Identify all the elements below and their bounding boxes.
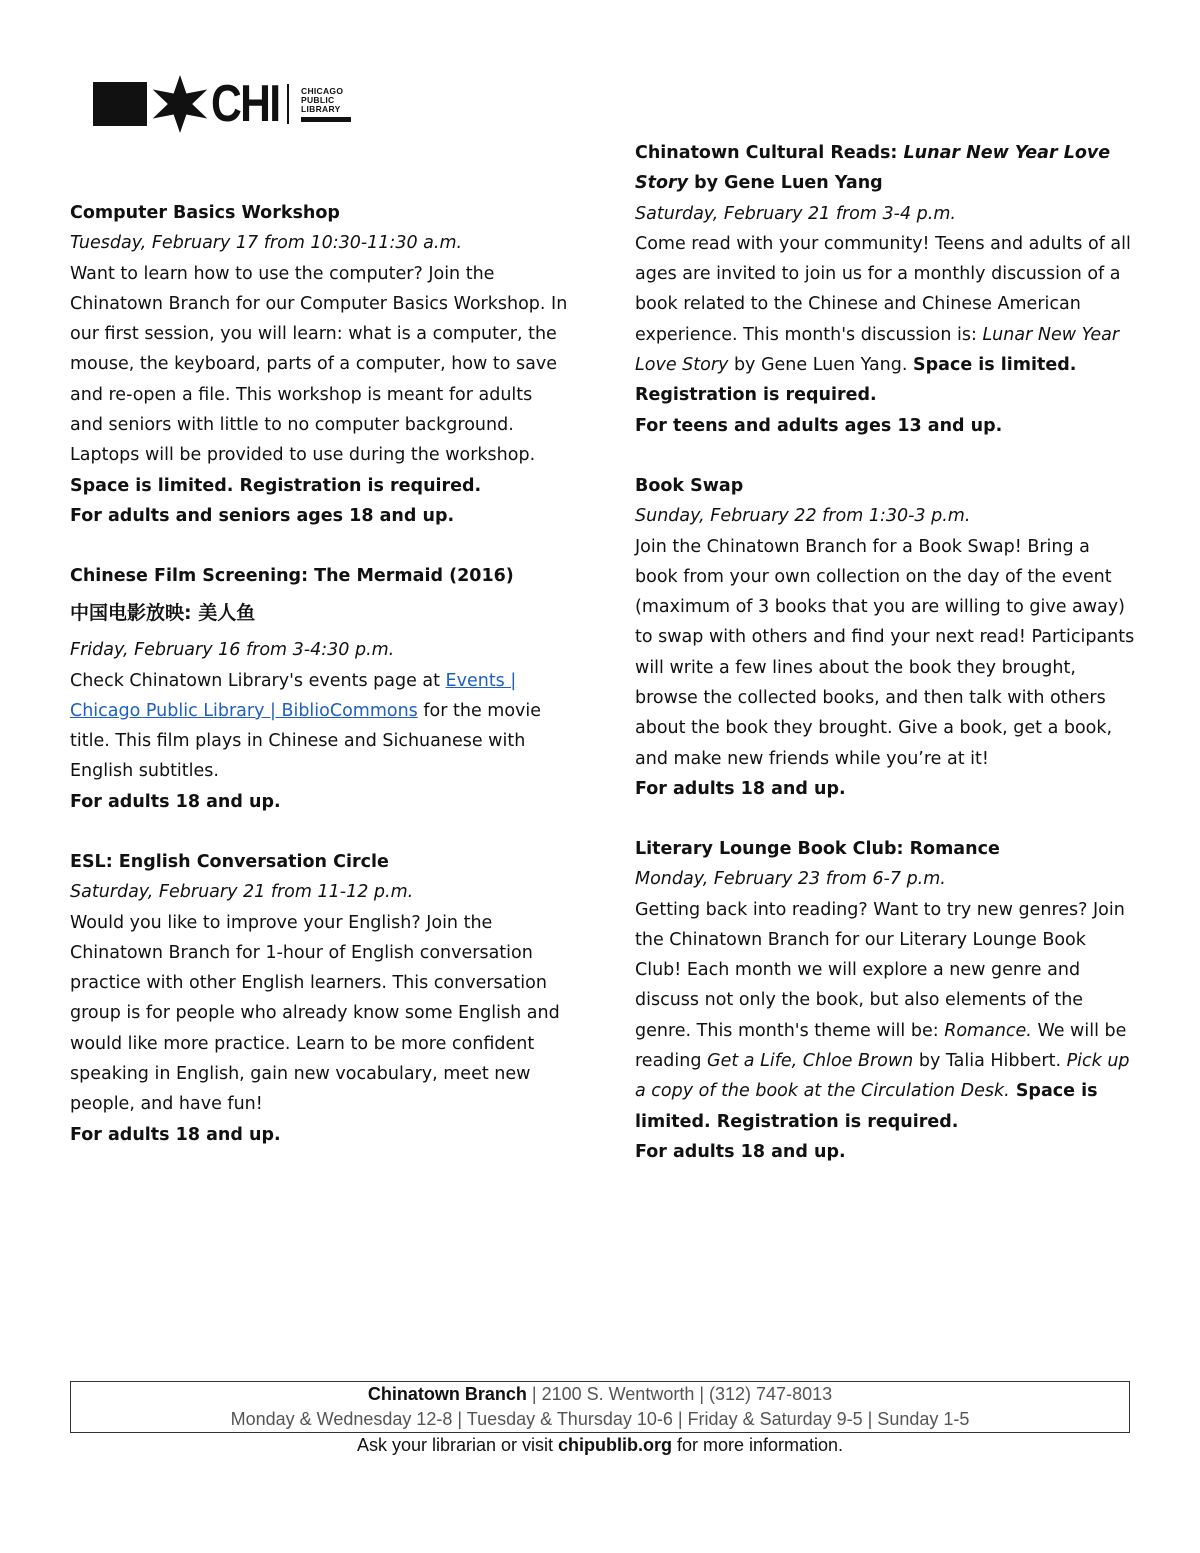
event-film-screening [70,561,570,817]
event-body: Come read with your community! Teens and adults of all ages are invited to join us for a monthly discussion of a book related to the Chinese and Chinese American experience. This month's discussion is: [635,233,1131,345]
event-date: Saturday, February 21 from 11-12 p.m. [70,882,414,903]
event-date: Saturday, February 21 from 3-4 p.m. [635,203,956,224]
logo-line-1: CHICAGO [301,85,344,96]
event-esl-conversation [70,847,570,1150]
event-body-book: Lunar New Year Love Story [635,324,1120,376]
events-page-link[interactable]: Events | Chicago Public Library | BiblioCommons [70,670,517,721]
event-audience: For adults 18 and up. [635,1141,846,1162]
event-title: Literary Lounge Book Club: Romance [635,839,1000,859]
event-pickup-note: Pick up a copy of the book at the Circulation Desk. [635,1051,1130,1102]
logo-line-3: LIBRARY [301,103,341,114]
event-description [635,895,1135,1137]
event-body: Want to learn how to use the computer? Join the Chinatown Branch for our Computer Basics Workshop. In our first session, you will learn: what is a computer, the mouse, the keyboard, parts of a computer, how to save and re-open a file. This workshop is meant for adults and seniors with little to no computer background. Laptops will be provided to use during the workshop. [70,263,568,466]
event-book: Get a Life, Chloe Brown [707,1051,914,1072]
event-title-author: by Gene Luen Yang [688,173,883,194]
event-audience: For teens and adults ages 13 and up. [635,415,1003,436]
event-body: Getting back into reading? Want to try new genres? Join the Chinatown Branch for our Literary Lounge Book Club! Each month we will explore a new genre and discuss not only the book, but also elements of the genre. This month's theme will be: [635,899,1125,1041]
logo-wordmark: CHI [211,75,280,133]
branch-info-box [70,1381,1130,1433]
event-body-3: by Talia Hibbert. [913,1051,1067,1072]
event-literary-lounge [635,834,1135,1167]
event-book-swap [635,471,1135,804]
event-date: Friday, February 16 from 3-4:30 p.m. [70,640,395,661]
event-description [70,259,570,501]
event-audience: For adults 18 and up. [635,778,846,799]
event-title: ESL: English Conversation Circle [70,852,389,872]
event-body-before: Check Chinatown Library's events page at [70,670,446,691]
event-body: Join the Chinatown Branch for a Book Swap! Bring a book from your own collection on the day of the event (maximum of 3 books that you are willing to give away) to swap with others and find your next read! Participants will write a few lines about the book they brought, browse the collected books, and then talk with others about the book they brought. Give a book, get a book, and make new friends while you’re at it! [635,536,1135,769]
footer-note [0,1433,1200,1458]
event-date: Monday, February 23 from 6-7 p.m. [635,869,946,890]
event-body-2: We will be reading [635,1020,1127,1072]
event-body: Would you like to improve your English? Join the Chinatown Branch for 1-hour of English conversation practice with other English learners. This conversation group is for people who already know some English and would like more practice. Learn to be more confident speaking in English, gain new vocabulary, meet new people, and have fun! [70,912,560,1115]
event-title: Computer Basics Workshop [70,203,340,223]
logo-bar [301,117,351,122]
footer-website: chipublib.org [558,1435,672,1455]
logo-divider [287,84,289,124]
event-title: Book Swap [635,476,744,496]
logo-line-2: PUBLIC [301,94,335,105]
event-description [70,666,570,787]
registration-note: Space is limited. Registration is required. [635,355,1077,406]
event-theme: Romance. [944,1020,1032,1041]
library-logo [93,72,351,136]
footer-ask: Ask your librarian or visit [356,1435,558,1455]
event-date: Sunday, February 22 from 1:30-3 p.m. [635,506,971,527]
event-title [635,138,1135,199]
event-title-prefix: Chinatown Cultural Reads: [635,143,904,163]
registration-note: Space is limited. Registration is required. [635,1081,1098,1132]
event-audience: For adults 18 and up. [70,791,281,812]
event-cultural-reads [635,138,1135,441]
event-computer-basics [70,198,570,531]
event-title-chinese: 中国电影放映: 美人鱼 [70,602,256,625]
event-date: Tuesday, February 17 from 10:30-11:30 a.m. [70,233,463,254]
footer-more-info: for more information. [672,1435,844,1455]
branch-contact [71,1382,1129,1407]
event-audience: For adults and seniors ages 18 and up. [70,505,455,526]
event-audience: For adults 18 and up. [70,1124,281,1145]
logo-text [301,87,351,122]
branch-address: | 2100 S. Wentworth | (312) 747-8013 [526,1384,833,1404]
branch-hours: Monday & Wednesday 12-8 | Tuesday & Thursday 10-6 | Friday & Saturday 9-5 | Sunday 1-5 [230,1409,970,1429]
event-title: Chinese Film Screening: The Mermaid (2016) [70,566,514,586]
event-body-after: for the movie title. This film plays in Chinese and Sichuanese with English subtitles. [70,700,542,782]
logo-square-icon [93,82,147,126]
event-description [635,229,1135,411]
logo-star-icon [151,73,209,135]
registration-note: Space is limited. Registration is required. [70,475,482,496]
branch-name: Chinatown Branch [367,1384,527,1404]
event-body-after: by Gene Luen Yang. [728,355,913,376]
event-title-book: Lunar New Year Love Story [635,143,1111,194]
